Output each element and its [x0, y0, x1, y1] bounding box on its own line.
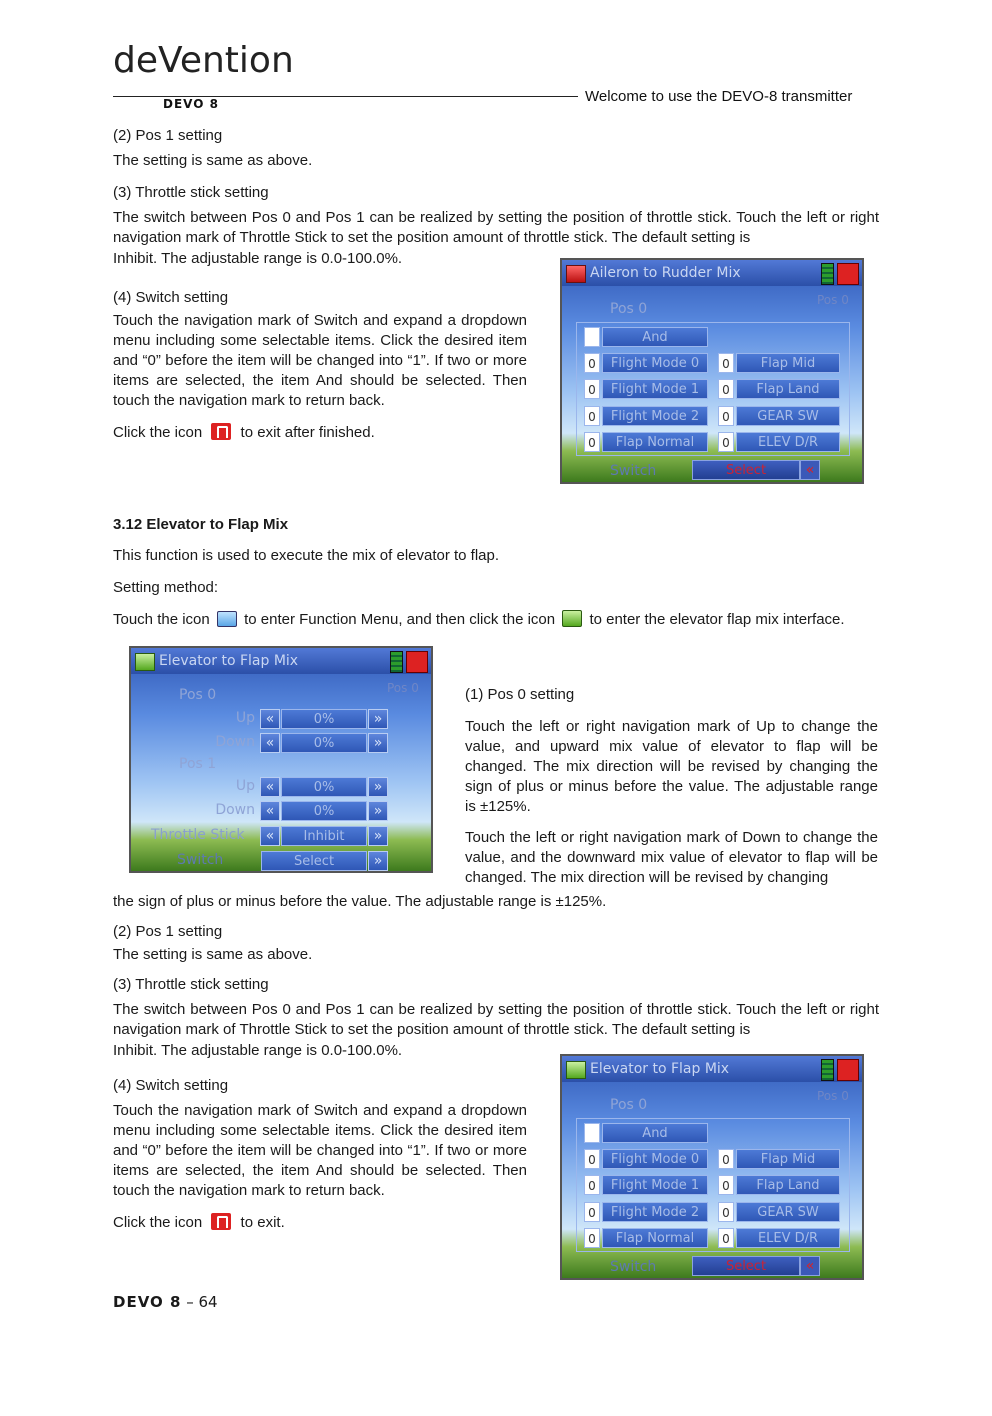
enter-instruction-a: Touch the icon — [113, 611, 210, 628]
exit-icon — [211, 1213, 231, 1230]
throttle-increase[interactable]: » — [368, 826, 388, 846]
switch-option-flap-mid[interactable]: Flap Mid — [736, 1149, 840, 1169]
switch-option-flight-mode-0[interactable]: Flight Mode 0 — [602, 1149, 708, 1169]
throttle-value[interactable]: Inhibit — [281, 826, 367, 846]
pos1-heading-2: (2) Pos 1 setting — [113, 923, 223, 940]
pos0-label: Pos 0 — [179, 687, 217, 703]
and-option[interactable]: And — [602, 1123, 708, 1143]
switch-text-2: Touch the navigation mark of Switch and expand a dropdown menu including some selectable items. Click the desired item and “0” before the item will be changed into “1”. If two or more items are selected, the item And should be selected. Then touch the navigation mark to return back. — [113, 1102, 527, 1199]
screen-elevator-flap-main — [129, 646, 433, 873]
exit-instruction-a: Click the icon — [113, 424, 203, 441]
elevator-flap-app-icon — [135, 653, 155, 671]
switch-option-flight-mode-2[interactable]: Flight Mode 2 — [602, 1202, 708, 1222]
switch-check-left-2[interactable]: 0 — [584, 379, 600, 399]
up-value-pos0[interactable]: 0% — [281, 709, 367, 729]
screen-elevator-flap-switch — [560, 1054, 864, 1280]
page-footer — [113, 1293, 218, 1311]
switch-select-field[interactable]: Select — [692, 460, 800, 480]
switch-label: Switch — [177, 852, 224, 868]
pos1-label: Pos 1 — [179, 756, 217, 772]
exit-icon[interactable] — [837, 1059, 859, 1081]
section-heading: 3.12 Elevator to Flap Mix — [113, 516, 289, 533]
screen-aileron-rudder-switch — [560, 258, 864, 484]
switch-option-gear-sw[interactable]: GEAR SW — [736, 406, 840, 426]
switch-expand-arrow[interactable]: » — [368, 851, 388, 871]
up-decrease-pos1[interactable]: « — [260, 777, 280, 797]
enter-instruction-c: to enter the elevator flap mix interface. — [589, 611, 845, 628]
screen-title: Elevator to Flap Mix — [131, 648, 431, 674]
up-label-pos1: Up — [235, 778, 255, 794]
pos1-text: The setting is same as above. — [113, 152, 313, 169]
up-text: Touch the left or right navigation mark of Up to change the value, and upward mix value of elevator to flap will be changed. The mix direction will be revised by changing the sign of plus or minus before the value. The adjustable range is ±125%. — [465, 718, 878, 815]
exit-instruction-b: to exit after finished. — [240, 424, 375, 441]
brand-model: DEVO 8 — [163, 97, 219, 111]
switch-option-flap-mid[interactable]: Flap Mid — [736, 353, 840, 373]
screen-title: Aileron to Rudder Mix — [562, 260, 862, 286]
up-increase-pos0[interactable]: » — [368, 709, 388, 729]
throttle-text-end: Inhibit. The adjustable range is 0.0-100.0%. — [113, 250, 403, 267]
down-increase-pos0[interactable]: » — [368, 733, 388, 753]
switch-option-flap-normal[interactable]: Flap Normal — [602, 1228, 708, 1248]
switch-check-right-4[interactable]: 0 — [718, 1228, 734, 1248]
down-value-pos0[interactable]: 0% — [281, 733, 367, 753]
setting-method: Setting method: — [113, 579, 219, 596]
elevator-flap-app-icon — [566, 1061, 586, 1079]
down-increase-pos1[interactable]: » — [368, 801, 388, 821]
switch-heading: (4) Switch setting — [113, 289, 229, 306]
brand-logo: deVention — [113, 40, 294, 81]
exit-instruction-2-a: Click the icon — [113, 1214, 203, 1231]
switch-label: Switch — [610, 463, 657, 479]
and-checkbox[interactable] — [584, 1123, 600, 1143]
pos1-text-2: The setting is same as above. — [113, 946, 313, 963]
switch-heading-2: (4) Switch setting — [113, 1077, 229, 1094]
function-menu-icon — [217, 611, 237, 627]
throttle-decrease[interactable]: « — [260, 826, 280, 846]
aileron-rudder-app-icon — [566, 265, 586, 283]
exit-instruction-2 — [113, 1213, 285, 1233]
screen-title: Elevator to Flap Mix — [562, 1056, 862, 1082]
switch-text: Touch the navigation mark of Switch and expand a dropdown menu including some selectable items. Click the desired item and “0” before the item will be changed into “1”. If two or more items are selected, the item And should be selected. Then touch the navigation mark to return back. — [113, 312, 527, 409]
switch-option-flight-mode-1[interactable]: Flight Mode 1 — [602, 379, 708, 399]
page-number: – 64 — [186, 1293, 218, 1311]
switch-check-right-2[interactable]: 0 — [718, 1175, 734, 1195]
switch-option-elev-dr[interactable]: ELEV D/R — [736, 1228, 840, 1248]
switch-check-left-1[interactable]: 0 — [584, 353, 600, 373]
pos-label: Pos 0 — [610, 301, 648, 317]
and-option[interactable]: And — [602, 327, 708, 347]
section-intro: This function is used to execute the mix of elevator to flap. — [113, 547, 500, 564]
pos0-right-label: Pos 0 — [387, 681, 419, 695]
footer-model: DEVO 8 — [113, 1293, 182, 1311]
switch-check-left-3[interactable]: 0 — [584, 1202, 600, 1222]
and-checkbox[interactable] — [584, 327, 600, 347]
pos-right-label: Pos 0 — [817, 293, 849, 307]
header-title: Welcome to use the DEVO-8 transmitter — [585, 88, 853, 105]
enter-instruction-b: to enter Function Menu, and then click the icon — [244, 611, 556, 628]
exit-instruction — [113, 423, 375, 443]
switch-option-flap-land[interactable]: Flap Land — [736, 379, 840, 399]
switch-collapse-arrow[interactable]: « — [800, 1256, 820, 1276]
down-label-pos0: Down — [215, 734, 255, 750]
throttle-heading: (3) Throttle stick setting — [113, 184, 269, 201]
switch-check-right-4[interactable]: 0 — [718, 432, 734, 452]
throttle-stick-label: Throttle Stick — [151, 827, 245, 843]
battery-icon — [821, 263, 834, 285]
exit-icon — [211, 423, 231, 440]
up-value-pos1[interactable]: 0% — [281, 777, 367, 797]
switch-option-elev-dr[interactable]: ELEV D/R — [736, 432, 840, 452]
exit-icon[interactable] — [837, 263, 859, 285]
header-divider — [113, 96, 578, 97]
elevator-flap-mix-icon — [562, 610, 582, 627]
pos-right-label: Pos 0 — [817, 1089, 849, 1103]
down-decrease-pos0[interactable]: « — [260, 733, 280, 753]
switch-check-right-3[interactable]: 0 — [718, 406, 734, 426]
up-increase-pos1[interactable]: » — [368, 777, 388, 797]
pos1-heading: (2) Pos 1 setting — [113, 127, 223, 144]
down-decrease-pos1[interactable]: « — [260, 801, 280, 821]
down-text-end: the sign of plus or minus before the value. The adjustable range is ±125%. — [113, 893, 607, 910]
switch-check-left-2[interactable]: 0 — [584, 1175, 600, 1195]
throttle-heading-2: (3) Throttle stick setting — [113, 976, 269, 993]
switch-collapse-arrow[interactable]: « — [800, 460, 820, 480]
down-label-pos1: Down — [215, 802, 255, 818]
switch-check-right-1[interactable]: 0 — [718, 353, 734, 373]
switch-option-flight-mode-1[interactable]: Flight Mode 1 — [602, 1175, 708, 1195]
switch-check-left-4[interactable]: 0 — [584, 1228, 600, 1248]
battery-icon — [390, 651, 403, 673]
battery-icon — [821, 1059, 834, 1081]
switch-label: Switch — [610, 1259, 657, 1275]
switch-option-gear-sw[interactable]: GEAR SW — [736, 1202, 840, 1222]
exit-icon[interactable] — [406, 651, 428, 673]
up-decrease-pos0[interactable]: « — [260, 709, 280, 729]
down-text: Touch the left or right navigation mark of Down to change the value, and the downward mix value of elevator to flap will be changed. The mix direction will be revised by changing — [465, 829, 878, 886]
throttle-text: The switch between Pos 0 and Pos 1 can be realized by setting the position of throttle stick. Touch the left or right navigation mark of Throttle Stick to set the position amount of throttle stick. The default setting is — [113, 209, 879, 246]
pos0-heading: (1) Pos 0 setting — [465, 686, 575, 703]
up-label-pos0: Up — [235, 710, 255, 726]
enter-instruction — [113, 610, 845, 630]
switch-check-left-4[interactable]: 0 — [584, 432, 600, 452]
down-value-pos1[interactable]: 0% — [281, 801, 367, 821]
switch-check-left-3[interactable]: 0 — [584, 406, 600, 426]
switch-option-flap-normal[interactable]: Flap Normal — [602, 432, 708, 452]
switch-select-field[interactable]: Select — [261, 851, 367, 871]
switch-check-right-1[interactable]: 0 — [718, 1149, 734, 1169]
switch-option-flight-mode-2[interactable]: Flight Mode 2 — [602, 406, 708, 426]
switch-check-right-2[interactable]: 0 — [718, 379, 734, 399]
exit-instruction-2-b: to exit. — [240, 1214, 285, 1231]
switch-option-flap-land[interactable]: Flap Land — [736, 1175, 840, 1195]
switch-option-flight-mode-0[interactable]: Flight Mode 0 — [602, 353, 708, 373]
pos-label: Pos 0 — [610, 1097, 648, 1113]
throttle-text-2: The switch between Pos 0 and Pos 1 can be realized by setting the position of throttle stick. Touch the left or right navigation mark of Throttle Stick to set the position amount of throttle stick. The default setting is — [113, 1001, 879, 1038]
switch-check-right-3[interactable]: 0 — [718, 1202, 734, 1222]
throttle-text-end-2: Inhibit. The adjustable range is 0.0-100.0%. — [113, 1042, 403, 1059]
switch-select-field[interactable]: Select — [692, 1256, 800, 1276]
switch-check-left-1[interactable]: 0 — [584, 1149, 600, 1169]
